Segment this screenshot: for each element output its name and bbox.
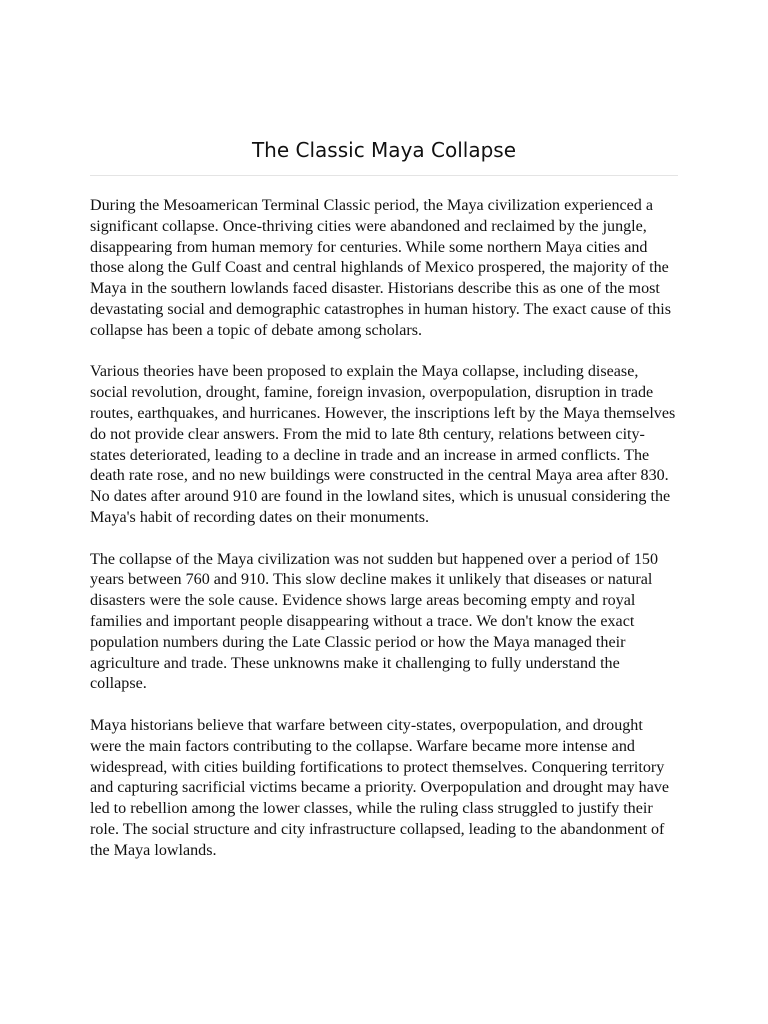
paragraph-2: Various theories have been proposed to explain the Maya collapse, including disease, social revolution, drought, famine, foreign invasion, overpopulation, disruption in trade routes, earthquakes, and hurricanes. However, the inscriptions left by the Maya themselves do not provide clear answers. From the mid to late 8th century, relations between city-states deteriorated, leading to a decline in trade and an increase in armed conflicts. The death rate rose, and no new buildings were constructed in the central Maya area after 830. No dates after around 910 are found in the lowland sites, which is unusual considering the Maya's habit of recording dates on their monuments. — [90, 363, 676, 526]
paragraph-4: Maya historians believe that warfare between city-states, overpopulation, and drought were the main factors contributing to the collapse. Warfare became more intense and widespread, with cities building fortifications to protect themselves. Conquering territory and capturing sacrificial victims became a priority. Overpopulation and drought may have led to rebellion among the lower classes, while the ruling class struggled to justify their role. The social structure and city infrastructure collapsed, leading to the abandonment of the Maya lowlands. — [90, 716, 670, 859]
page-title: The Classic Maya Collapse — [90, 137, 678, 176]
paragraph-1: During the Mesoamerican Terminal Classic period, the Maya civilization experienced a significant collapse. Once-thriving cities were abandoned and reclaimed by the jungle, disappearing from human memory for centuries. While some northern Maya cities and those along the Gulf Coast and central highlands of Mexico prospered, the majority of the Maya in the southern lowlands faced disaster. Historians describe this as one of the most devastating social and demographic catastrophes in human history. The exact cause of this collapse has been a topic of debate among scholars. — [90, 197, 671, 339]
document-page — [90, 137, 678, 882]
paragraph-3: The collapse of the Maya civilization was not sudden but happened over a period of 150 years between 760 and 910. This slow decline makes it unlikely that diseases or natural disasters were the sole cause. Evidence shows large areas becoming empty and royal families and important people disappearing without a trace. We don't know the exact population numbers during the Late Classic period or how the Maya managed their agriculture and trade. These unknowns make it challenging to fully understand the collapse. — [90, 550, 659, 693]
document-body — [90, 196, 678, 862]
